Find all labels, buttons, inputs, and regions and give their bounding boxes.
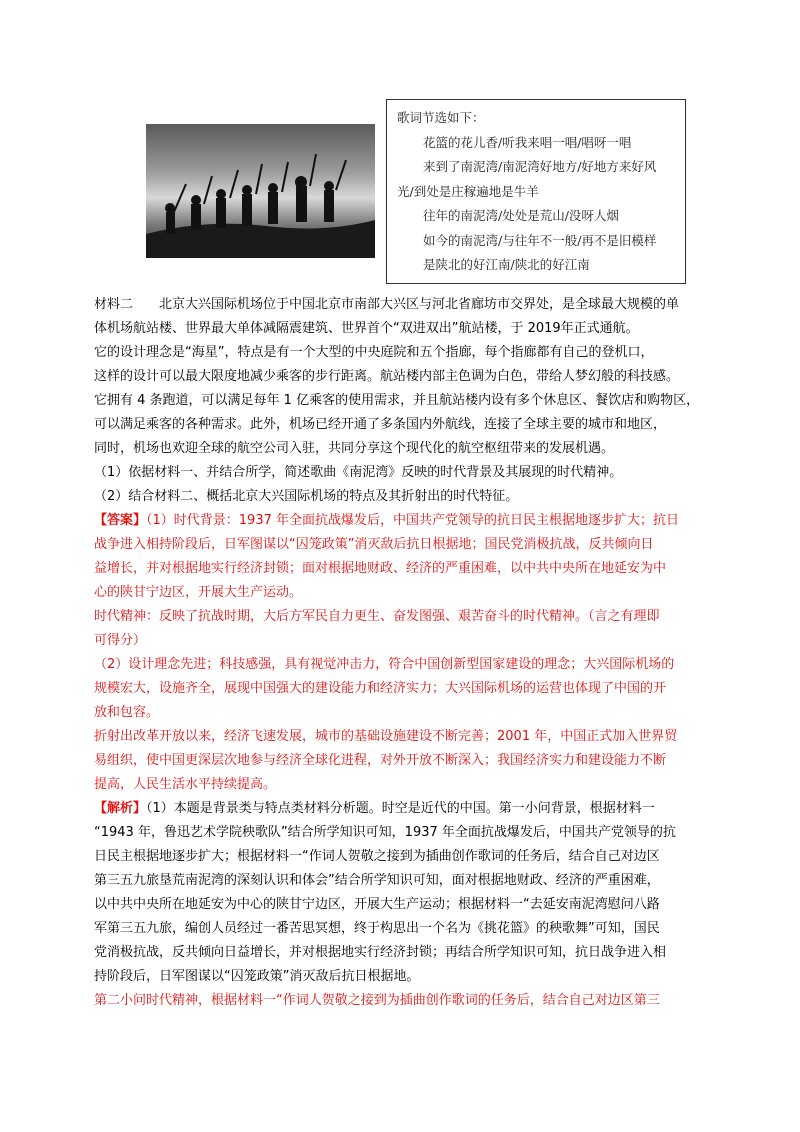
- text-line: 体机场航站楼、世界最大单体减隔震建筑、世界首个“双进双出”航站楼，于 2019年正式通航。: [94, 321, 639, 336]
- text-line: 可以满足乘客的各种需求。此外，机场已经开通了多条国内外航线，连接了全球主要的城市和地区，: [94, 417, 667, 432]
- answer-tag: 【答案】: [94, 513, 147, 528]
- text-line: （2）设计理念先进；科技感强，具有视觉冲击力，符合中国创新型国家建设的理念；大兴国际机场的: [94, 657, 675, 672]
- text-line: 心的陕甘宁边区，开展大生产运动。: [94, 585, 303, 600]
- lyrics-line: 是陕北的好江南/陕北的好江南: [423, 257, 590, 272]
- text-line: 益增长，并对根据地实行经济封锁；面对根据地财政、经济的严重困难，以中共中央所在地延安为中: [94, 561, 667, 576]
- text-line: （1）时代背景：1937 年全面抗战爆发后，中国共产党领导的抗日民主根据地逐步扩大；抗日: [146, 513, 680, 528]
- question-2: （2）结合材料二、概括北京大兴国际机场的特点及其折射出的时代特征。: [94, 489, 519, 504]
- answer-block: [94, 509, 714, 797]
- text-line: 材料二 北京大兴国际机场位于中国北京市南部大兴区与河北省廊坊市交界处，是全球最大规模的单: [94, 297, 680, 312]
- lyrics-line: 如今的南泥湾/与往年不一般/再不是旧模样: [423, 232, 657, 248]
- lyrics-line: 花篮的花儿香/听我来唱一唱/唱呀一唱: [423, 134, 632, 150]
- text-line: 第二小问时代精神，根据材料一“作词人贺敬之接到为插曲创作歌词的任务后，结合自己对边区第三: [94, 993, 660, 1008]
- photo-laborers-silhouette-icon: [146, 124, 375, 258]
- text-line: 军第三五九旅，编创人员经过一番苦思冥想，终于构思出一个名为《挑花篮》的秧歌舞”可知，国民: [94, 921, 660, 936]
- text-line: 党消极抗战，反共倾向日益增长，并对根据地实行经济封锁；再结合所学知识可知，抗日战争进入相: [94, 945, 667, 960]
- questions-block: [94, 461, 714, 509]
- text-line: “1943 年，鲁迅艺术学院秧歌队”结合所学知识可知，1937 年全面抗战爆发后，中国共产党领导的抗: [94, 825, 676, 840]
- text-line: 第三五九旅垦荒南泥湾的深刻认识和体会”结合所学知识可知，面对根据地财政、经济的严重困难，: [94, 873, 660, 888]
- text-line: 以中共中央所在地延安为中心的陕甘宁边区，开展大生产运动；根据材料一“去延安南泥湾慰问八路: [94, 897, 660, 912]
- text-line: 可得分）: [94, 633, 147, 648]
- text-line: 时代精神：反映了抗战时期，大后方军民自力更生、奋发图强、艰苦奋斗的时代精神。（言之有理即: [94, 609, 660, 624]
- text-line: 它的设计理念是“海星”，特点是有一个大型的中央庭院和五个指廊，每个指廊都有自己的登机口，: [94, 345, 654, 360]
- material-two-paragraph: [94, 293, 714, 461]
- lyrics-line: 来到了南泥湾/南泥湾好地方/好地方来好风: [423, 159, 657, 174]
- lyrics-excerpt-box: [386, 99, 686, 284]
- text-line: 这样的设计可以最大限度地减少乘客的步行距离。航站楼内部主色调为白色，带给人梦幻般的科技感。: [94, 369, 680, 384]
- question-1: （1）依据材料一、并结合所学，简述歌曲《南泥湾》反映的时代背景及其展现的时代精神。: [94, 465, 623, 480]
- text-line: 战争进入相持阶段后，日军图谋以“囚笼政策”消灭敌后抗日根据地；国民党消极抗战，反共倾向日: [94, 537, 654, 552]
- text-line: （1）本题是背景类与特点类材料分析题。时空是近代的中国。第一小问背景，根据材料一: [146, 801, 655, 816]
- text-line: 它拥有 4 条跑道，可以满足每年 1 亿乘客的使用需求，并且航站楼内设有多个休息区、餐饮店和购物区，: [94, 393, 700, 408]
- historical-photo: [146, 124, 375, 258]
- text-line: 日民主根据地逐步扩大；根据材料一“作词人贺敬之接到为插曲创作歌词的任务后，结合自己对边区: [94, 849, 660, 864]
- lyrics-line: 光/到处是庄稼遍地是牛羊: [397, 183, 539, 199]
- text-line: 持阶段后，日军图谋以“囚笼政策”消灭敌后抗日根据地。: [94, 969, 420, 984]
- analysis-tag: 【解析】: [94, 801, 147, 816]
- text-line: 提高，人民生活水平持续提高。: [94, 777, 277, 792]
- text-line: 放和包容。: [94, 705, 160, 720]
- analysis-block: [94, 797, 714, 1013]
- text-line: 易组织，使中国更深层次地参与经济全球化进程，对外开放不断深入；我国经济实力和建设能力不断: [94, 753, 667, 768]
- lyrics-line: 往年的南泥湾/处处是荒山/没呀人烟: [423, 208, 619, 223]
- text-line: 折射出改革开放以来，经济飞速发展，城市的基础设施建设不断完善；2001 年，中国正式加入世界贸: [94, 729, 678, 744]
- text-line: 规模宏大，设施齐全，展现中国强大的建设能力和经济实力；大兴国际机场的运营也体现了中国的开: [94, 681, 667, 696]
- text-line: 同时，机场也欢迎全球的航空公司入驻，共同分享这个现代化的航空枢纽带来的发展机遇。: [94, 441, 615, 456]
- lyrics-heading: 歌词节选如下：: [397, 110, 485, 125]
